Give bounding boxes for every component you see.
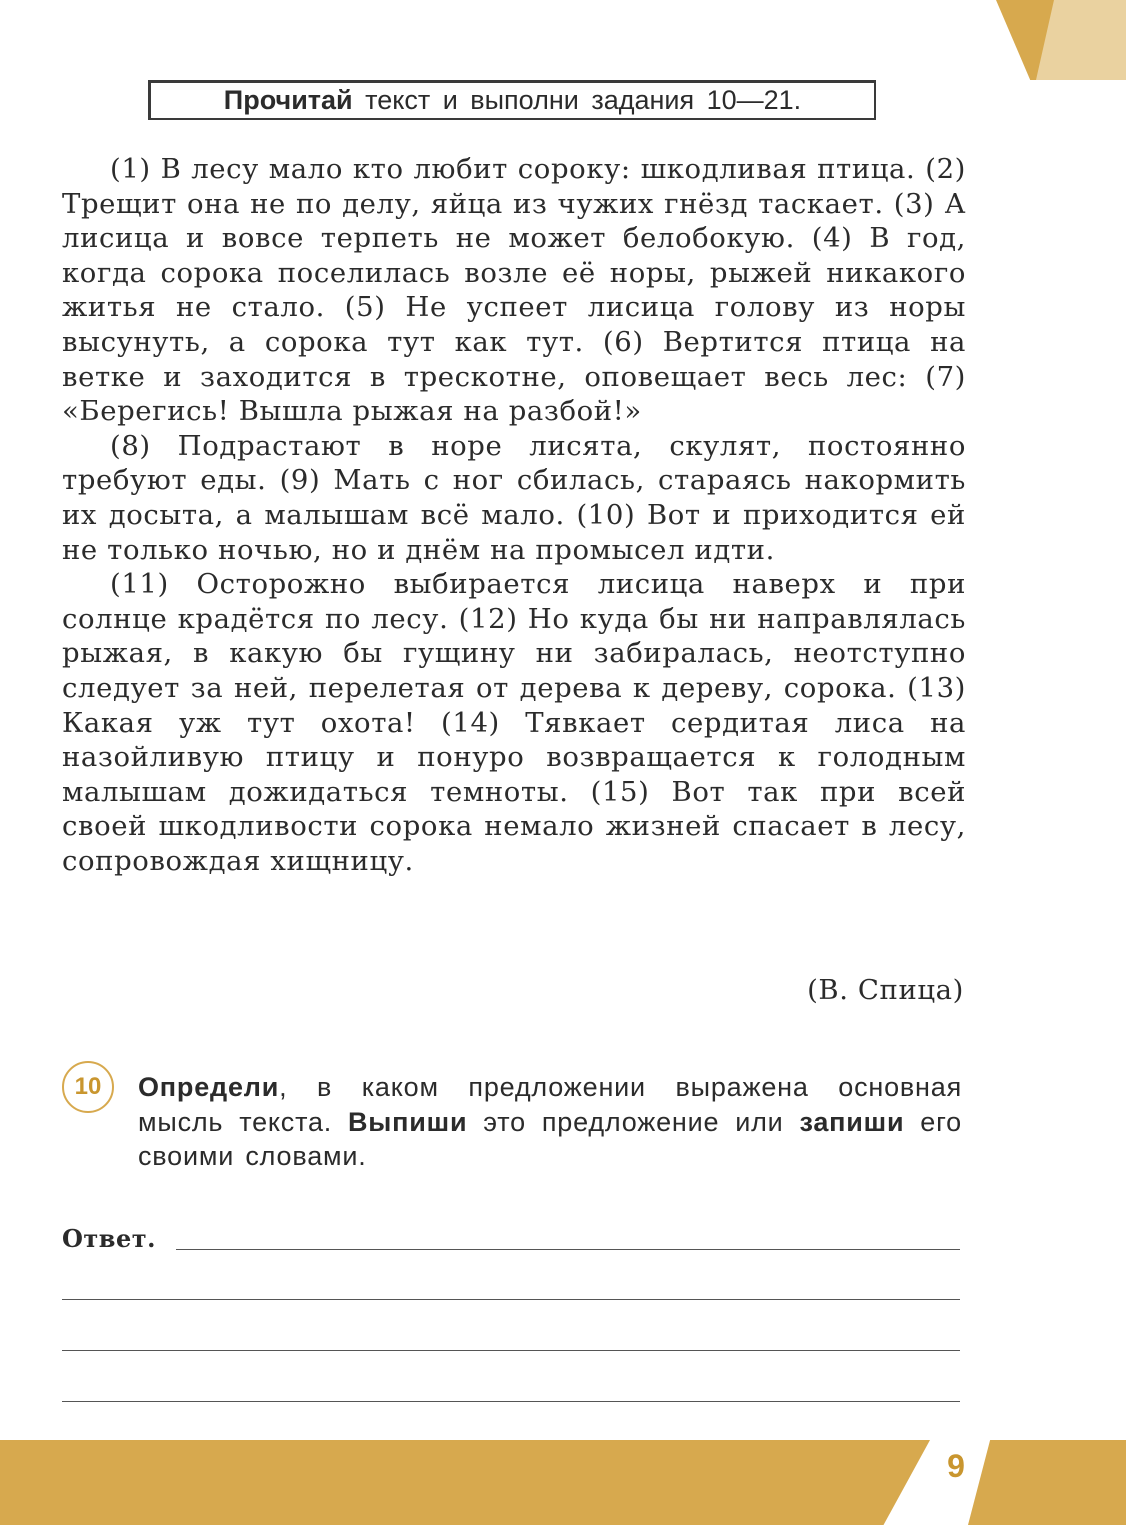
- task-text-1: , в каком предложении выражена основная мысль текста.: [138, 1072, 962, 1137]
- task-bold-write-out: Выпиши: [348, 1106, 468, 1137]
- task-text-2: это предложение или: [467, 1106, 800, 1137]
- story-author: (В. Спица): [807, 974, 964, 1006]
- answer-label: Ответ.: [62, 1224, 156, 1253]
- story-paragraph-3: (11) Осторожно выбирается лисица наверх и при солнце крадётся по лесу. (12) Но куда бы ни направлялась рыжая, в какую бы гущину ни забиралась, неотступно следует за ней, перелетая от дерева к дереву, сорока. (13) Какая уж тут охота! (14) Тявкает сердитая лиса на назойливую птицу и понуро возвращается к голодным малышам дожидаться темноты. (15) Вот так при всей своей шкодливости сорока немало жизней спасает в лесу, сопровождая хищницу.: [62, 568, 966, 877]
- story-text: [62, 152, 966, 878]
- task-bold-define: Определи: [138, 1072, 280, 1102]
- story-paragraph-1: (1) В лесу мало кто любит сороку: шкодливая птица. (2) Трещит она не по делу, яйца из чужих гнёзд таскает. (3) А лисица и вовсе терпеть не может белобокую. (4) В год, когда сорока поселилась возле её норы, рыжей никакого житья не стало. (5) Не успеет лисица голову из норы высунуть, а сорока тут как тут. (6) Вертится птица на ветке и заходится в трескотне, оповещает весь лес: (7) «Берегись! Вышла рыжая на разбой!»: [62, 153, 966, 428]
- instruction-header: [148, 80, 876, 120]
- task-number-badge: 10: [62, 1061, 114, 1113]
- footer-band-right: [968, 1440, 1126, 1525]
- answer-line-4[interactable]: [62, 1401, 960, 1402]
- task-instruction: [138, 1070, 962, 1174]
- task-bold-write-down: запиши: [799, 1106, 905, 1137]
- answer-line-3[interactable]: [62, 1350, 960, 1351]
- story-paragraph-2: (8) Подрастают в норе лисята, скулят, постоянно требуют еды. (9) Мать с ног сбилась, стараясь накормить их досыта, а малышам всё мало. (10) Вот и приходится ей не только ночью, но и днём на промысел идти.: [62, 429, 966, 566]
- footer-band-left: [0, 1440, 930, 1525]
- answer-line-2[interactable]: [62, 1299, 960, 1300]
- header-bold: Прочитай: [223, 85, 353, 115]
- page-number: 9: [947, 1448, 965, 1484]
- corner-tab-decoration: [946, 0, 1126, 80]
- answer-line-1[interactable]: [176, 1249, 960, 1250]
- task-text-3: его своими словами.: [138, 1106, 962, 1172]
- header-text: текст и выполни задания 10—21.: [352, 85, 802, 115]
